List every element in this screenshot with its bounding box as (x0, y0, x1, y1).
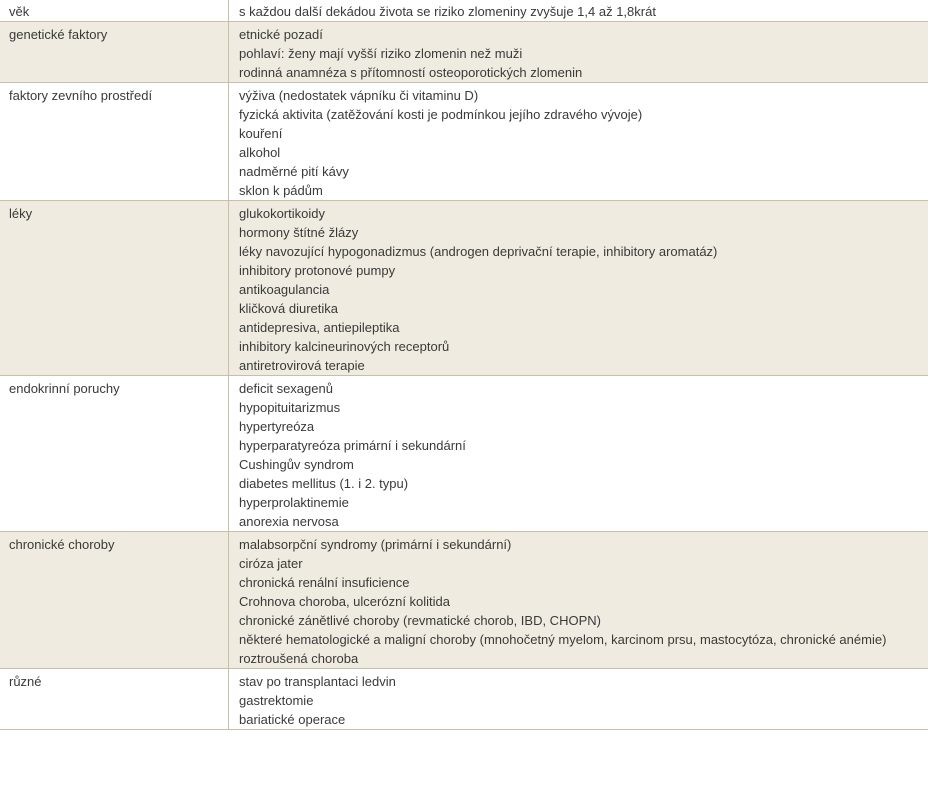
list-item: diabetes mellitus (1. i 2. typu) (239, 476, 409, 491)
list-item: hyperparatyreóza primární i sekundární (239, 438, 466, 453)
list-item: fyzická aktivita (zatěžování kosti je podmínkou jejího zdravého vývoje) (239, 107, 643, 122)
list-item: kouření (239, 126, 283, 141)
list-item: hormony štítné žlázy (239, 225, 359, 240)
list-item: výživa (nedostatek vápníku či vitaminu D) (239, 88, 479, 103)
items-cell (229, 83, 929, 201)
category-label: faktory zevního prostředí (9, 88, 153, 103)
list-item: inhibitory kalcineurinových receptorů (239, 339, 450, 354)
list-item: antikoagulancia (239, 282, 330, 297)
list-item: chronická renální insuficience (239, 575, 410, 590)
table-row-miscellaneous (0, 669, 928, 730)
list-item: alkohol (239, 145, 281, 160)
category-cell (0, 201, 229, 376)
list-item: glukokortikoidy (239, 206, 325, 221)
list-item: rodinná anamnéza s přítomností osteoporotických zlomenin (239, 65, 583, 80)
category-label: genetické faktory (9, 27, 108, 42)
list-item: ciróza jater (239, 556, 303, 571)
category-cell (0, 22, 229, 83)
items-cell (229, 201, 929, 376)
list-item: roztroušená choroba (239, 651, 359, 666)
category-cell (0, 83, 229, 201)
category-label: chronické choroby (9, 537, 115, 552)
category-label: léky (9, 206, 33, 221)
table-row-vek (0, 0, 928, 22)
list-item: hypopituitarizmus (239, 400, 341, 415)
list-item: Cushingův syndrom (239, 457, 354, 472)
list-item: bariatické operace (239, 712, 346, 727)
list-item: pohlaví: ženy mají vyšší riziko zlomenin než muži (239, 46, 523, 61)
list-item: hypertyreóza (239, 419, 315, 434)
category-cell (0, 532, 229, 669)
category-cell (0, 376, 229, 532)
items-cell (229, 669, 929, 730)
table-row-drugs (0, 201, 928, 376)
list-item: inhibitory protonové pumpy (239, 263, 396, 278)
list-item: antiretrovirová terapie (239, 358, 365, 373)
list-item: sklon k pádům (239, 183, 323, 198)
list-item: antidepresiva, antiepileptika (239, 320, 400, 335)
list-item: Crohnova choroba, ulcerózní kolitida (239, 594, 451, 609)
table-row-chronic-diseases (0, 532, 928, 669)
category-label: různé (9, 674, 42, 689)
list-item: etnické pozadí (239, 27, 323, 42)
list-item: léky navozující hypogonadizmus (androgen deprivační terapie, inhibitory aromatáz) (239, 244, 718, 259)
table-row-genetic-factors (0, 22, 928, 83)
list-item: nadměrné pití kávy (239, 164, 349, 179)
category-label: věk (9, 4, 30, 19)
list-item: gastrektomie (239, 693, 314, 708)
table-row-environmental-factors (0, 83, 928, 201)
table-row-endocrine-disorders (0, 376, 928, 532)
category-cell (0, 0, 229, 22)
category-cell (0, 669, 229, 730)
list-item: s každou další dekádou života se riziko zlomeniny zvyšuje 1,4 až 1,8krát (239, 4, 656, 19)
list-item: malabsorpční syndromy (primární i sekundární) (239, 537, 512, 552)
category-label: endokrinní poruchy (9, 381, 120, 396)
list-item: deficit sexagenů (239, 381, 333, 396)
list-item: kličková diuretika (239, 301, 338, 316)
items-cell (229, 376, 929, 532)
list-item: stav po transplantaci ledvin (239, 674, 396, 689)
items-cell (229, 22, 929, 83)
items-cell (229, 532, 929, 669)
items-cell (229, 0, 929, 22)
list-item: chronické zánětlivé choroby (revmatické chorob, IBD, CHOPN) (239, 613, 601, 628)
list-item: některé hematologické a maligní choroby (mnohočetný myelom, karcinom prsu, mastocytóza, chronické anémie) (239, 632, 887, 647)
list-item: anorexia nervosa (239, 514, 339, 529)
list-item: hyperprolaktinemie (239, 495, 349, 510)
